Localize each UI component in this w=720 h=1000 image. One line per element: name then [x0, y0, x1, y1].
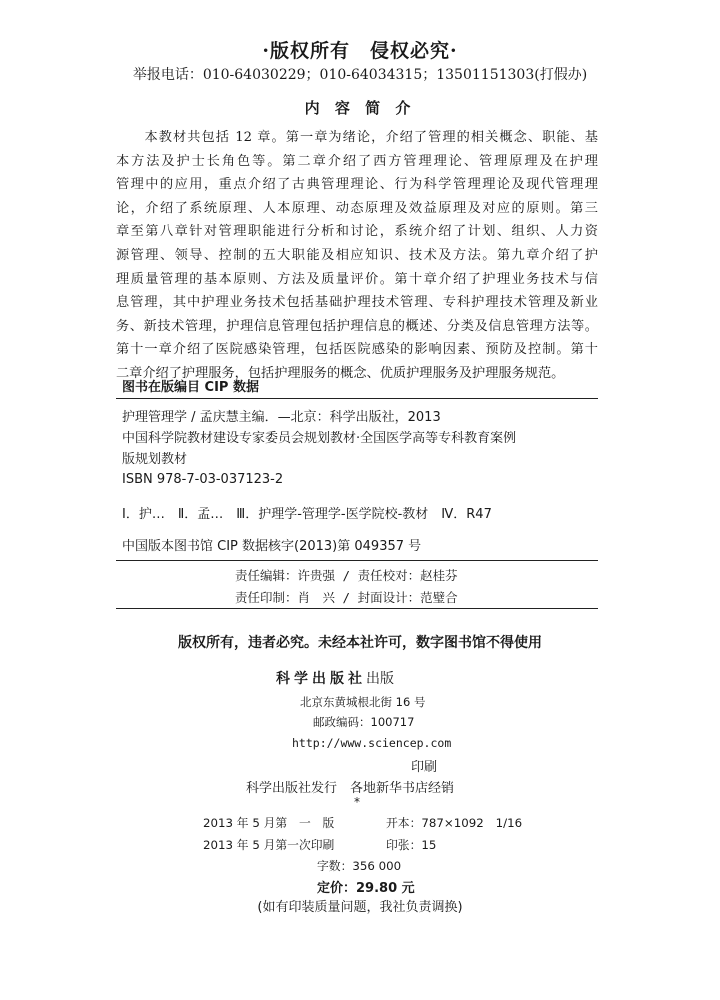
cip-isbn: ISBN 978-7-03-037123-2	[122, 472, 284, 487]
intro-line: 第十一章介绍了医院感染管理，包括医院感染的影响因素、预防及控制。第十	[116, 342, 598, 358]
cip-record-number: 中国版本图书馆 CIP 数据核字(2013)第 049357 号	[122, 539, 422, 554]
cip-series-line-cont: 版规划教材	[122, 452, 188, 467]
staff-bottom-rule	[116, 608, 598, 609]
intro-title: 内 容 简 介	[304, 99, 416, 117]
cip-heading: 图书在版编目 CIP 数据	[122, 380, 259, 395]
price: 定价：29.80 元	[317, 881, 415, 896]
intro-line: 本教材共包括 12 章。第一章为绪论，介绍了管理的相关概念、职能、基	[116, 130, 598, 145]
defect-replacement-note: (如有印装质量问题，我社负责调换)	[257, 900, 463, 915]
separator-asterisk: *	[354, 795, 360, 809]
intro-line: 务、新技术管理，护理信息管理包括护理信息的概述、分类及信息管理方法等。	[116, 318, 598, 334]
cip-title-line: 护理管理学 / 孟庆慧主编．—北京：科学出版社，2013	[122, 410, 441, 425]
distribution-line: 科学出版社发行 各地新华书店经销	[246, 781, 455, 796]
printed-sheets: 印张：15	[386, 838, 437, 852]
publisher-url: http://www.sciencep.com	[292, 736, 452, 750]
printing-date: 2013 年 5 月第一次印刷	[203, 838, 335, 852]
cip-top-rule	[116, 398, 598, 399]
cip-classification: Ⅰ．护… Ⅱ．孟… Ⅲ．护理学-管理学-医学院校-教材 Ⅳ．R47	[122, 507, 492, 522]
publisher-name: 科学出版社	[276, 671, 366, 687]
publisher-postcode: 邮政编码：100717	[313, 715, 415, 729]
intro-line: 本方法及护士长角色等。第二章介绍了西方管理理论、管理原理及在护理	[116, 153, 598, 169]
copyright-header: ·版权所有 侵权必究·	[262, 40, 458, 62]
cip-series-line: 中国科学院教材建设专家委员会规划教材·全国医学高等专科教育案例	[122, 431, 517, 446]
intro-line: 论，介绍了系统原理、人本原理、动态原理及效益原理及对应的原则。第三	[116, 200, 598, 216]
printing-cover-line: 责任印制：肖 兴 / 封面设计：范璧合	[235, 590, 458, 605]
intro-line: 源管理、领导、控制的五大职能及相应知识、技术及方法。第九章介绍了护	[116, 247, 598, 263]
word-count: 字数：356 000	[317, 859, 402, 873]
book-format: 开本：787×1092 1/16	[386, 816, 523, 830]
intro-line: 理质量管理的基本原则、方法及质量评价。第十章介绍了护理业务技术与信	[116, 271, 598, 287]
intro-line: 二章介绍了护理服务，包括护理服务的概念、优质护理服务及护理服务规范。	[116, 365, 565, 381]
publisher-address: 北京东黄城根北街 16 号	[300, 695, 426, 709]
edition-date: 2013 年 5 月第 一 版	[203, 816, 335, 830]
editor-proofreader-line: 责任编辑：许贵强 / 责任校对：赵桂芬	[235, 568, 458, 583]
intro-line: 管理中的应用，重点介绍了古典管理理论、行为科学管理理论及现代管理理	[116, 177, 598, 193]
intro-body	[116, 126, 598, 386]
publisher-line	[276, 668, 394, 688]
printer-line: 印刷	[411, 760, 438, 775]
publish-word: 出版	[366, 671, 394, 687]
intro-line: 息管理，其中护理业务技术包括基础护理技术管理、专科护理技术管理及新业	[116, 295, 598, 311]
cip-bottom-rule	[116, 560, 598, 561]
report-phone-line: 举报电话：010-64030229；010-64034315；13501151303(打假办)	[132, 67, 588, 83]
copyright-notice: 版权所有，违者必究。未经本社许可，数字图书馆不得使用	[178, 635, 542, 651]
intro-line: 章至第八章针对管理职能进行分析和讨论，系统介绍了计划、组织、人力资	[116, 224, 598, 240]
